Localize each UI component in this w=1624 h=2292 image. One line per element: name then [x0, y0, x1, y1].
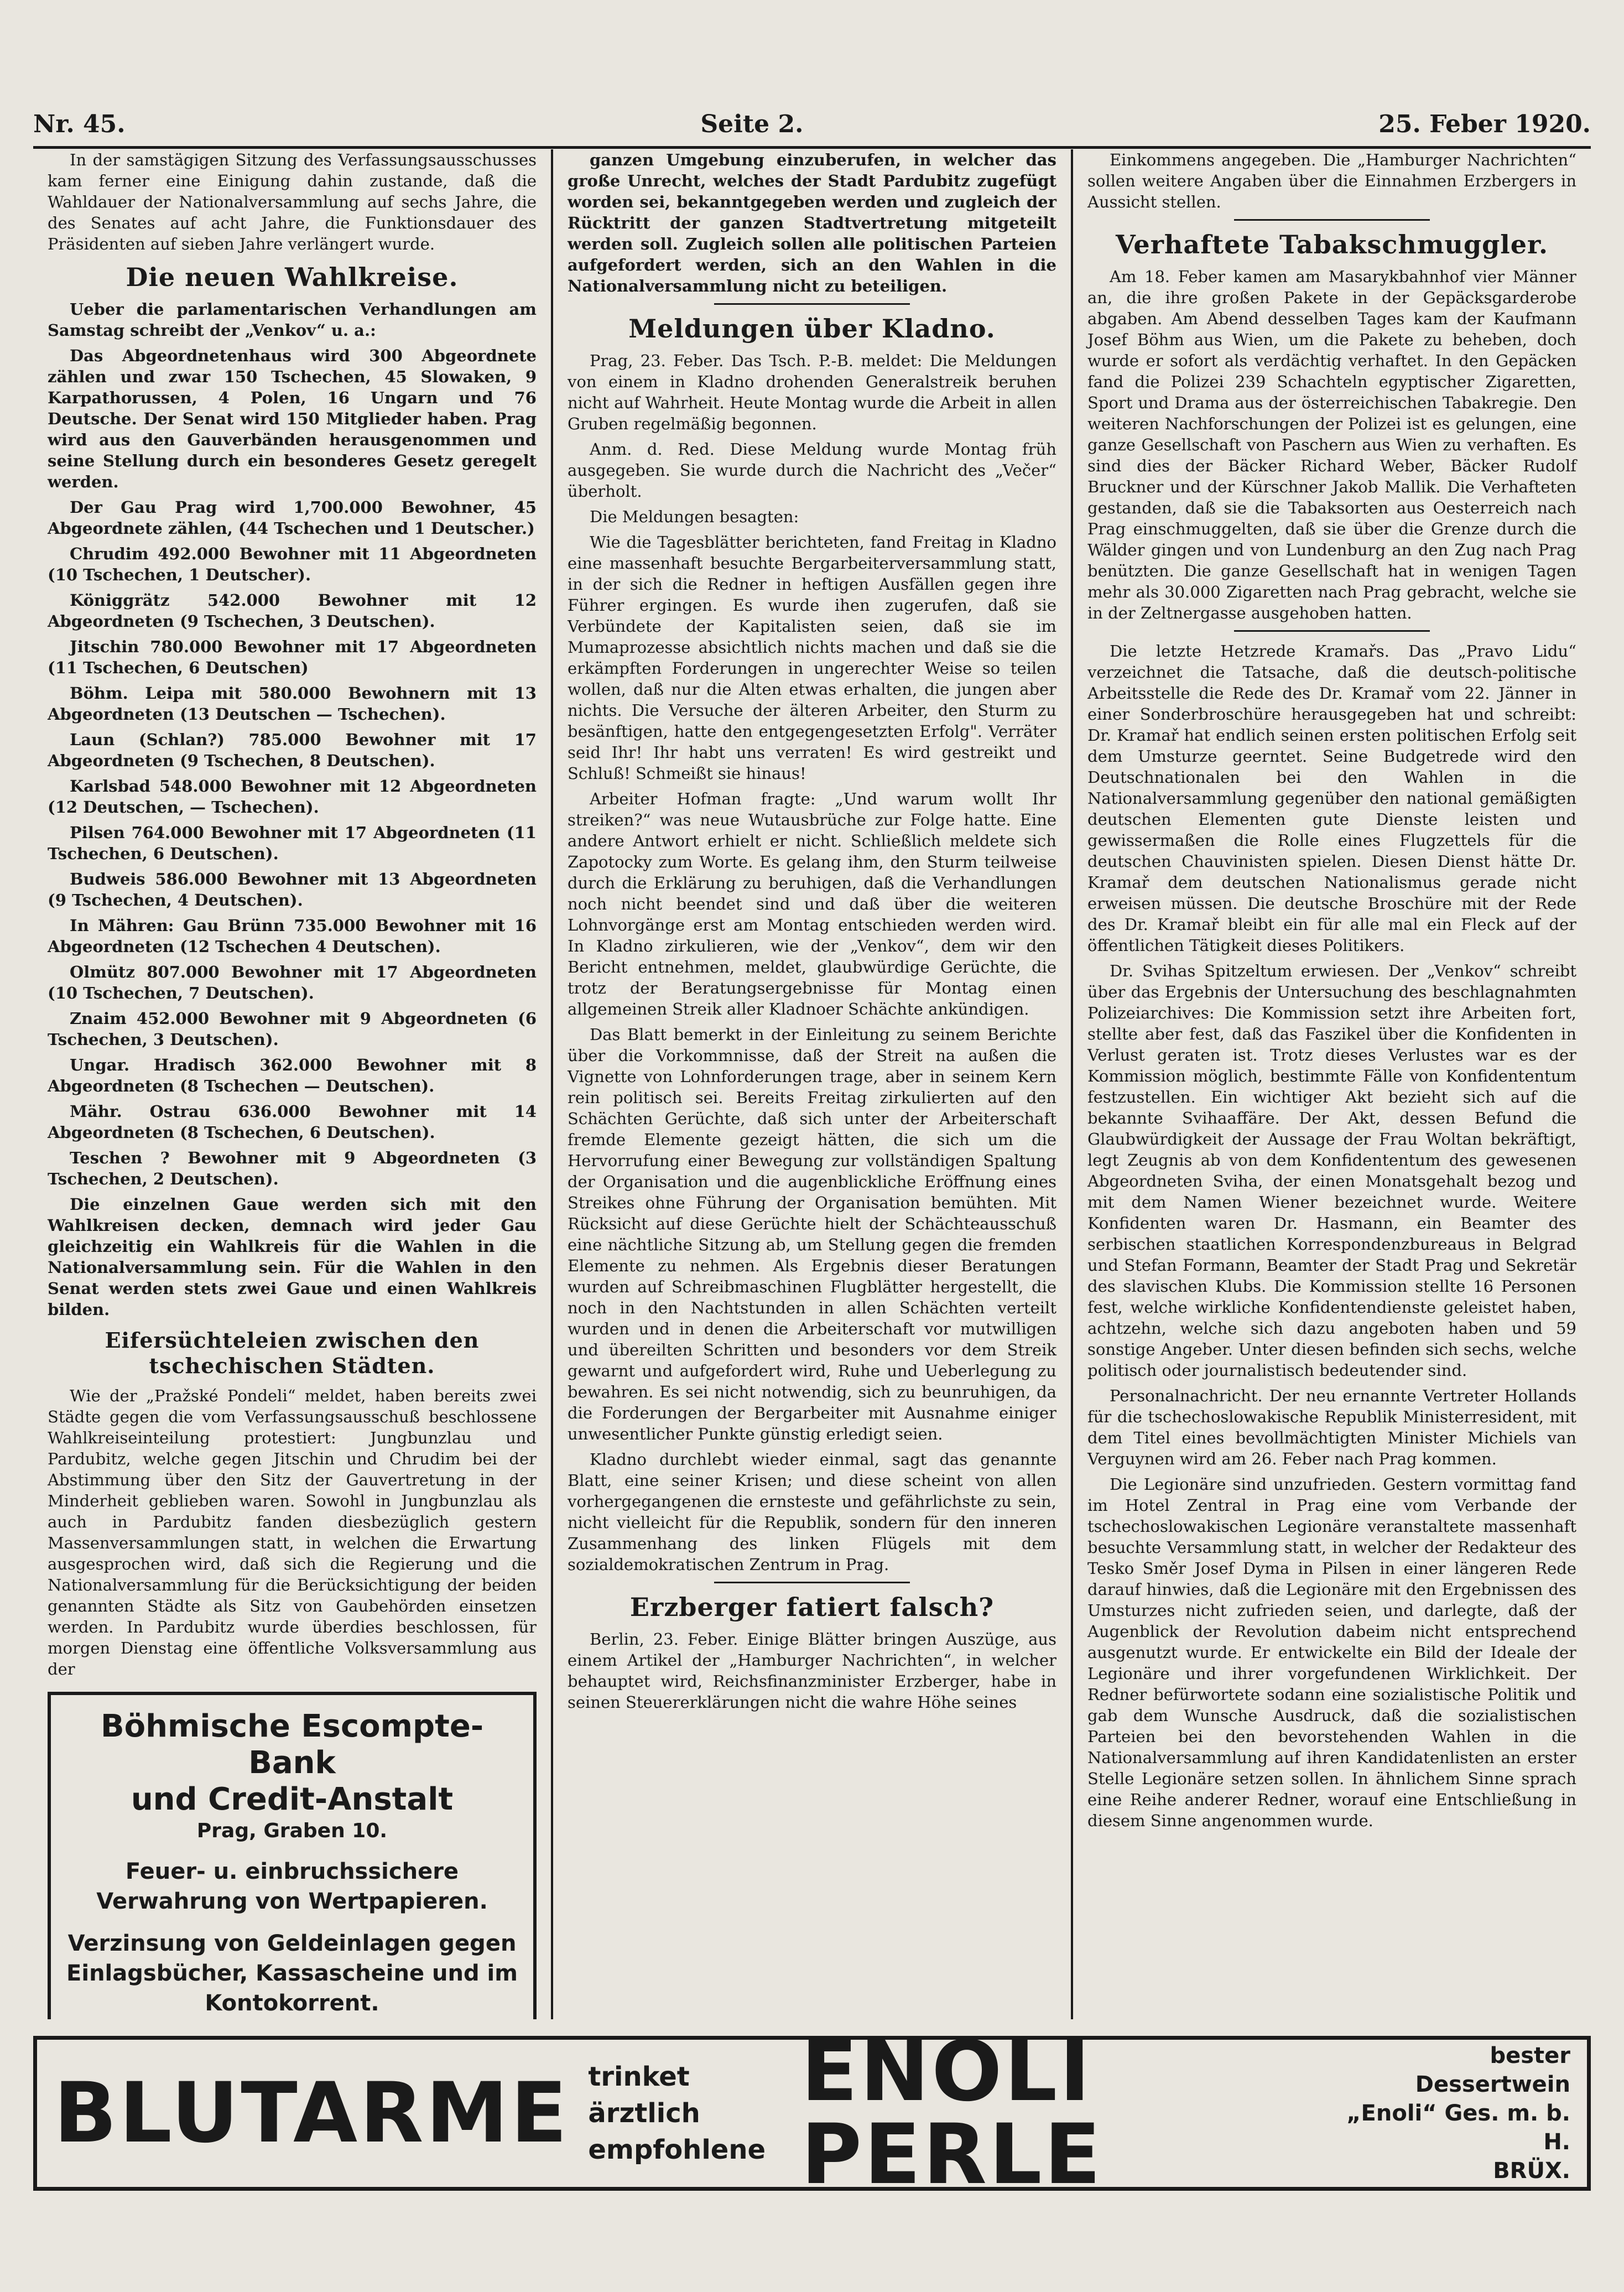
page-number: Seite 2. [700, 110, 804, 138]
column-2 [551, 149, 1071, 2019]
paragraph: Wie der „Pražské Pondeli“ meldet, haben bereits zwei Städte gegen die vom Verfassungsausschuß beschlossene Wahlkreiseinteilung protestiert: Jungbunzlau und Pardubitz, welche gegen Jitschin und Chrudim bei der Abstimmung über den Sitz der Gauvertretung in der Minderheit geblieben waren. Sowohl in Jungbunzlau als auch in Pardubitz fanden diesbezüglich gestern Massenversammlungen statt, in welchen die Erwartung ausgesprochen wird, daß sich die Regierung und die Nationalversammlung für die Berücksichtigung der beiden genannten Städte als Sitz von Gaubehörden einsetzen werden. In Pardubitz wurde überdies beschlossen, für morgen Dienstag eine öffentliche Volksversammlung aus der [48, 1386, 537, 1678]
paragraph: Dr. Svihas Spitzeltum erwiesen. Der „Venkov“ schreibt über das Ergebnis der Untersuchung des beschlagnahmten Polizeiarchives: Die Kommission setzt ihre Arbeiten fort, stellte aber fest, daß das Faszikel über die Konfidenten in Verlust geraten ist. Trotz dieses Verlustes war es der Kommission möglich, bestimmte Fälle von Konfidententum festzustellen. Ein wichtiger Akt bezieht sich auf die bekannte Svihaaffäre. Der Akt, dessen Befund die Glaubwürdigkeit der Aussage der Frau Woltan bekräftigt, legt Zeugnis ab von dem Konfidententum des gewesenen Abgeordneten Sviha, der einen Monatsgehalt bezog und mit dem Namen Wiener bezeichnet wurde. Weitere Konfidenten waren Dr. Hasmann, ein Beamter des serbischen staatlichen Korrespondenzbureaus in Belgrad und Stefan Formann, Beamter der Stadt Prag und Sekretär des slavischen Klubs. Die Kommission stellte 16 Personen fest, welche wirkliche Konfidentendienste geleistet haben, achtzehn, welche sich dazu angeboten haben und 59 sonstige Angeber. Unter diesen befinden sich sechs, welche politisch oder journalistisch bedeutender sind. [1087, 962, 1576, 1380]
paragraph: Arbeiter Hofman fragte: „Und warum wollt Ihr streiken?“ was neue Wutausbrüche zur Folge hatte. Eine andere Antwort erhielt er nicht. Schließlich meldete sich Zapotocky zum Worte. Es gelang ihm, den Sturm teilweise durch die Erklärung zu beruhigen, daß die Verhandlungen noch nicht beendet sind und daß über die weiteren Lohnvorgänge erst am Montag entschieden werden wird. In Kladno zirkulieren, wie der „Venkov“, dem wir den Bericht entnehmen, meldet, glaubwürdige Gerüchte, die trotz der Beratungsergebnisse für Montag einen allgemeinen Streik aller Kladnoer Schächte ankündigen. [568, 789, 1056, 1018]
paragraph: Personalnachricht. Der neu ernannte Vertreter Hollands für die tschechoslowakische Republik Ministerresident, mit dem Titel eines bevollmächtigten Minister Michiels van Verguynen wird am 26. Feber nach Prag kommen. [1087, 1386, 1576, 1468]
paragraph: ganzen Umgebung einzuberufen, in welcher das große Unrecht, welches der Stadt Pardubitz zugefügt worden sei, bekanntgegeben werden und zugleich der Rücktritt der ganzen Stadtvertretung mitgeteilt werden soll. Zugleich sollen alle politischen Parteien aufgefordert werden, sich an den Wahlen in die Nationalversammlung nicht zu beteiligen. [568, 150, 1056, 295]
bank-advertisement [48, 1692, 537, 2019]
paragraph: Prag, 23. Feber. Das Tsch. P.-B. meldet: Die Meldungen von einem in Kladno drohenden Generalstreik beruhen nicht auf Wahrheit. Heute Montag wurde die Arbeit in allen Gruben regelmäßig begonnen. [568, 351, 1056, 433]
paragraph: Das Blatt bemerkt in der Einleitung zu seinem Berichte über die Vorkommnisse, daß der Streit na außen die Vignette von Lohnforderungen trage, aber in seinem Kern rein politisch sei. Bereits Freitag zirkulierten auf den Schächten Gerüchte, daß sich unter der Arbeiterschaft fremde Elemente gezeigt hätten, die sich um die Hervorrufung einer Bewegung zur vollständigen Spaltung der Organisation und die augenblickliche Eröffnung eines Streikes ohne Führung der Organisation bemühten. Mit Rücksicht auf diese Gerüchte hielt der Schächteausschuß eine nächtliche Sitzung ab, um Stellung gegen die fremden Elemente zu nehmen. Als Ergebnis dieser Beratungen wurden auf Schreibmaschinen Flugblätter hergestellt, die noch in den Nachtstunden in allen Schächten verteilt wurden und in denen die Arbeiterschaft vor mutwilligen und übereilten Schritten und besonders vor dem Streik gewarnt und aufgefordert wird, Ruhe und Ueberlegung zu bewahren. Es sei nicht notwendig, sich zu beunruhigen, da die Forderungen der Bergarbeiter mit Ausnahme einiger unwesentlicher Punkte günstig erledigt seien. [568, 1025, 1056, 1443]
paragraph: Die Meldungen besagten: [590, 507, 799, 526]
paragraph: Budweis 586.000 Bewohner mit 13 Abgeordneten (9 Tschechen, 4 Deutschen). [48, 870, 537, 909]
paragraph: In Mähren: Gau Brünn 735.000 Bewohner mit 16 Abgeordneten (12 Tschechen 4 Deutschen). [48, 916, 537, 956]
issue-date: 25. Feber 1920. [1378, 110, 1591, 138]
headline-erzberger: Erzberger fatiert falsch? [629, 1592, 995, 1622]
paragraph: Königgrätz 542.000 Bewohner mit 12 Abgeordneten (9 Tschechen, 3 Deutschen). [48, 591, 537, 631]
paragraph: Pilsen 764.000 Bewohner mit 17 Abgeordneten (11 Tschechen, 6 Deutschen). [48, 823, 537, 863]
paragraph: Kladno durchlebt wieder einmal, sagt das genannte Blatt, eine seiner Krisen; und diese scheint von allen vorhergegangenen die ernsteste und gefährlichste zu sein, nicht vielleicht für die Republik, sondern für den inneren Zusammenhang des linken Flügels mit dem sozialdemokratischen Zentrum in Prag. [568, 1450, 1056, 1574]
headline-wahlkreise: Die neuen Wahlkreise. [126, 262, 459, 292]
ad-right-line: „Enoli“ Ges. m. b. H. [1346, 2101, 1570, 2155]
paragraph: Znaim 452.000 Bewohner mit 9 Abgeordneten (6 Tschechen, 3 Deutschen). [48, 1009, 537, 1049]
paragraph: Die einzelnen Gaue werden sich mit den Wahlkreisen decken, demnach wird jeder Gau gleichzeitig ein Wahlkreis für die Wahlen in die Nationalversammlung sein. Für die Wahlen in den Senat werden stets zwei Gaue und einen Wahlkreis bilden. [48, 1195, 537, 1319]
paragraph: Laun (Schlan?) 785.000 Bewohner mit 17 Abgeordneten (9 Tschechen, 8 Deutschen). [48, 730, 537, 770]
paragraph: Mähr. Ostrau 636.000 Bewohner mit 14 Abgeordneten (8 Tschechen, 6 Deutschen). [48, 1102, 537, 1142]
bank-ad-line: Feuer- u. einbruchssichere Verwahrung von Wertpapieren. [96, 1859, 488, 1914]
ad-middle-line: trinket ärztlich [588, 2061, 700, 2129]
paragraph: Teschen ? Bewohner mit 9 Abgeordneten (3 Tschechen, 2 Deutschen). [48, 1148, 537, 1188]
bank-ad-line: und Credit-Anstalt [131, 1781, 454, 1817]
bank-ad-address: Prag, Graben 10. [196, 1820, 388, 1842]
paragraph: Das Abgeordnetenhaus wird 300 Abgeordnete zählen und zwar 150 Tschechen, 45 Slowaken, 9 Karpathorussen, 4 Polen, 16 Ungarn und 76 Deutsche. Der Senat wird 150 Mitglieder haben. Prag wird aus den Gauverbänden herausgenommen und seine Stellung durch ein besonderes Gesetz geregelt werden. [48, 346, 537, 491]
divider [1234, 630, 1430, 632]
ad-right-text [1345, 2041, 1570, 2185]
ad-word-enoli-perle: ENOLI PERLE [801, 2024, 1104, 2203]
paragraph: Chrudim 492.000 Bewohner mit 11 Abgeordneten (10 Tschechen, 1 Deutscher). [48, 544, 537, 584]
columns [33, 149, 1591, 2019]
paragraph: In der samstägigen Sitzung des Verfassungsausschusses kam ferner eine Einigung dahin zustande, daß die Wahldauer der Nationalversammlung auf sechs Jahre, die des Senates auf acht Jahre, die Funktionsdauer des Präsidenten auf sieben Jahre verlängert wurde. [48, 150, 537, 253]
ad-middle-line: empfohlene [588, 2134, 766, 2165]
column-1 [33, 149, 551, 2019]
ad-middle-text [588, 2059, 782, 2168]
headline-tabakschmuggler: Verhaftete Tabakschmuggler. [1115, 230, 1549, 259]
ad-right-line: bester Dessertwein [1415, 2043, 1570, 2097]
bank-ad-line: Verzinsung von Geldeinlagen gegen Einlagsbücher, Kassascheine und im Kontokorrent. [66, 1931, 518, 2016]
paragraph: Olmütz 807.000 Bewohner mit 17 Abgeordneten (10 Tschechen, 7 Deutschen). [48, 963, 537, 1002]
ad-word-blutarme: BLUTARME [54, 2065, 570, 2161]
column-3 [1071, 149, 1591, 2019]
paragraph: Am 18. Feber kamen am Masarykbahnhof vier Männer an, die ihre großen Pakete in der Gepäcksgarderobe abgaben. Am Abend desselben Tages kam der Kaufmann Josef Böhm aus Wien, um die Pakete zu beheben, doch wurde er sofort als verdächtig verhaftet. In den Gepäcken fand die Polizei 239 Schachteln egyptischer Zigaretten, Sport und Drama aus der österreichischen Tabakregie. Den weiteren Nachforschungen der Polizei ist es gelungen, eine ganze Gesellschaft von Paschern aus Wien zu verhaften. Es sind dies der Bäcker Richard Weber, Bäcker Rudolf Bruckner und der Kürschner Jakob Mallik. Die Verhafteten gestanden, daß sie die Tabaksorten aus Oesterreich nach Prag einschmuggelten, daß sie über die Grenze durch die Wälder gingen und von Lundenburg an den Zug nach Prag benützten. Die ganze Gesellschaft hat in wenigen Tagen mehr als 30.000 Zigaretten nach Prag gebracht, welche sie in der Zeltnergasse ausgehoben hatten. [1087, 267, 1576, 622]
paragraph: Die letzte Hetzrede Kramařs. Das „Pravo Lidu“ verzeichnet die Tatsache, daß die deutsch-politische Arbeitsstelle die Rede des Dr. Kramař vom 22. Jänner in einer Sonderbroschüre herausgegeben hat und schreibt: Dr. Kramař hat endlich seinen ersten politischen Erfolg seit dem Umsturze geerntet. Seine Budgetrede wird den Deutschnationalen bei den Wahlen in die Nationalversammlung gegenüber den national gemäßigten deutschen Elementen gute Dienste leisten und gewissermaßen die Rolle eines Flugzettels für die deutschen Chauvinisten spielen. Diesen Dienst hätte Dr. Kramař dem deutschen Nationalismus gerade nicht erweisen müssen. Die deutsche Broschüre mit der Rede des Dr. Kramař bleibt ein für alle mal ein Fleck auf der öffentlichen Tätigkeit dieses Politikers. [1087, 642, 1576, 955]
headline-eifersuechteleien: Eifersüchteleien zwischen den tschechischen Städten. [105, 1328, 480, 1378]
paragraph: Jitschin 780.000 Bewohner mit 17 Abgeordneten (11 Tschechen, 6 Deutschen) [48, 637, 537, 677]
headline-kladno: Meldungen über Kladno. [628, 314, 996, 344]
divider [1234, 219, 1430, 221]
divider [714, 303, 910, 305]
paragraph: Ueber die parlamentarischen Verhandlungen am Samstag schreibt der „Venkov“ u. a.: [48, 300, 537, 340]
page-header [33, 89, 1591, 149]
paragraph: Ungar. Hradisch 362.000 Bewohner mit 8 Abgeordneten (8 Tschechen — Deutschen). [48, 1056, 537, 1095]
paragraph: Wie die Tagesblätter berichteten, fand Freitag in Kladno eine massenhaft besuchte Bergarbeiterversammlung statt, in der sich die Redner in heftigen Ausfällen gegen ihre Führer ergingen. Es wurde ihen zugerufen, daß sie Verbündete der Kapitalisten seien, daß sie im Mumaprozesse absichtlich nichts machen und daß sie die erkämpften Forderungen in ungerechter Weise so teilen wollen, daß nur die Alten etwas erhalten, die jungen aber nichts. Die Versuche der älteren Arbeiter, den Sturm zu besänftigen, hatte den entgegengesetzten Erfolg". Verräter seid Ihr! Ihr habt uns verraten! Es wird gestreikt und Schluß! Schmeißt sie hinaus! [568, 533, 1056, 783]
paragraph: Einkommens angegeben. Die „Hamburger Nachrichten“ sollen weitere Angaben über die Einnahmen Erzbergers in Aussicht stellen. [1087, 150, 1576, 211]
paragraph: Der Gau Prag wird 1,700.000 Bewohner, 45 Abgeordnete zählen, (44 Tschechen und 1 Deutscher.) [48, 498, 537, 538]
paragraph: Anm. d. Red. Diese Meldung wurde Montag früh ausgegeben. Sie wurde durch die Nachricht des „Večer“ überholt. [568, 440, 1056, 501]
paragraph: Karlsbad 548.000 Bewohner mit 12 Abgeordneten (12 Deutschen, — Tschechen). [48, 777, 537, 817]
paragraph: Die Legionäre sind unzufrieden. Gestern vormittag fand im Hotel Zentral in Prag eine vom Verbande der tschechoslowakischen Legionäre veranstaltete massenhaft besuchte Versammlung statt, in welcher der Redakteur des Tesko Směr Josef Dyma in Pilsen in einer längeren Rede darauf hinwies, daß die Legionäre mit den Ergebnissen des Umsturzes nicht zufrieden seien, und darlegte, daß der Augenblick der Revolution dabeim nicht entsprechend ausgenutzt wurde. Er entwickelte ein Bild der Ideale der Legionäre und ihrer vorgefundenen Wirklichkeit. Der Redner befürwortete sodann eine sozialistische Politik und gab dem Wunsche Ausdruck, daß die sozialistischen Parteien bei den bevorstehenden Wahlen in die Nationalversammlung auf ihren Kandidatenlisten an erster Stelle Legionäre setzen sollen. In ähnlichem Sinne sprach eine Reihe anderer Redner, worauf eine Entschließung in diesem Sinne angenommen wurde. [1087, 1475, 1576, 1830]
paragraph: Berlin, 23. Feber. Einige Blätter bringen Auszüge, aus einem Artikel der „Hamburger Nachrichten“, in welcher behauptet wird, Reichsfinanzminister Erzberger, habe in seinen Steuererklärungen nicht die wahre Höhe seines [568, 1630, 1056, 1712]
enoli-advertisement [33, 2024, 1591, 2203]
ad-right-line: BRÜX. [1493, 2158, 1570, 2184]
bank-ad-line: Böhmische Escompte-Bank [100, 1708, 484, 1781]
paragraph: Böhm. Leipa mit 580.000 Bewohnern mit 13 Abgeordneten (13 Deutschen — Tschechen). [48, 684, 537, 724]
issue-number: Nr. 45. [33, 110, 126, 138]
divider [714, 1582, 910, 1583]
